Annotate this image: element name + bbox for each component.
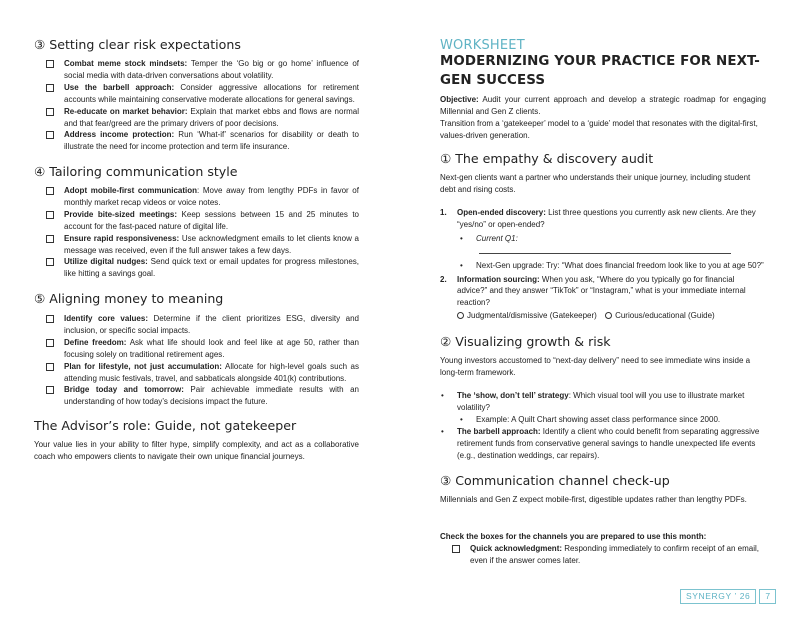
section-number: ⑤ xyxy=(34,291,46,306)
checkbox[interactable] xyxy=(46,84,54,92)
question-number: 2. xyxy=(440,274,447,284)
section-title: Visualizing growth & risk xyxy=(455,334,611,349)
bullet-text: Identify a client who could benefit from separating aggressive retirement funds from conservative general savings to handle unexpected life events (e.g., destination weddings, car repairs). xyxy=(457,426,760,460)
item-text: Responding immediately to confirm receipt of an email, even if the answer comes later. xyxy=(470,544,760,565)
meaning-checklist xyxy=(34,313,359,408)
item-text: Temper the ‘Go big or go home’ influence of social media with data-driven conversations about volatility. xyxy=(64,59,359,80)
checklist-item xyxy=(34,82,359,106)
checklist-item xyxy=(34,106,359,130)
empathy-intro: Next-gen clients want a partner who understands their unique journey, including student debt and rising costs. xyxy=(440,173,751,194)
footer-brand: SYNERGY ’ 26 xyxy=(680,589,756,604)
bullet-subitems xyxy=(457,414,766,426)
advisor-role-text: Your value lies in your ability to filter hype, simplify complexity, and act as a collaborative coach who empowers clients to navigate their own unique financial journeys. xyxy=(34,440,359,461)
question-text: When you ask, “Where do you typically go for financial advice?” and they answer “TikTok” or “Instagram,” what is your immediate internal reaction? xyxy=(457,274,746,308)
channel-check-label: Check the boxes for the channels you are prepared to use this month: xyxy=(440,532,707,541)
item-text: Run ‘What-if’ scenarios for disability or death to illustrate the need for income protection and term life insurance. xyxy=(64,130,359,152)
page-footer xyxy=(680,589,776,604)
checklist-item xyxy=(440,543,766,567)
item-text: Determine if the client prioritizes ESG, diversity and inclusion, or specific social impacts. xyxy=(64,314,359,335)
checklist-item xyxy=(34,361,359,385)
question-number: 1. xyxy=(440,208,447,217)
section-title: Tailoring communication style xyxy=(49,164,238,179)
radio-judgmental[interactable] xyxy=(457,312,464,319)
section-heading-visualizing xyxy=(440,334,611,349)
checkbox[interactable] xyxy=(46,339,54,347)
checklist-item xyxy=(34,129,359,153)
checklist-item xyxy=(34,233,359,257)
checkbox[interactable] xyxy=(46,131,54,139)
item-text: Keep sessions between 15 and 25 minutes to account for the fast-paced nature of digital life. xyxy=(64,209,359,231)
checklist-item xyxy=(34,256,359,280)
next-gen-upgrade: • Next-Gen upgrade: Try: “What does financial freedom look like to you at age 50?” xyxy=(457,260,766,272)
item-bold: Combat meme stock mindsets: xyxy=(64,59,188,68)
checkbox[interactable] xyxy=(452,545,460,553)
bullet-bold: The ‘show, don’t tell’ strategy xyxy=(457,391,569,400)
section-title: Setting clear risk expectations xyxy=(49,37,241,52)
checkbox[interactable] xyxy=(46,211,54,219)
item-text: Ask what life should look and feel like at age 50, rather than focusing solely on traditional retirement ages. xyxy=(64,337,359,359)
channel-intro: Millennials and Gen Z expect mobile-first, digestible updates rather than lengthy PDFs. xyxy=(440,495,747,504)
checkbox[interactable] xyxy=(46,258,54,266)
question-text: List three questions you currently ask new clients. Are they “yes/no” or open-ended? xyxy=(457,208,756,229)
section-number: ④ xyxy=(34,164,46,179)
transition-text: Transition from a ‘gatekeeper’ model to a ‘guide’ model that resonates with the digital-first, values-driven generation. xyxy=(440,119,758,140)
bullet-barbell xyxy=(440,426,766,462)
page-title: MODERNIZING YOUR PRACTICE FOR NEXT-GEN SUCCESS xyxy=(440,54,760,88)
question-1 xyxy=(440,207,766,272)
item-text: Use acknowledgment emails to let clients know a message was received, even if the full answer takes a few days. xyxy=(64,233,359,255)
item-bold: Bridge today and tomorrow: xyxy=(64,385,184,395)
checkbox[interactable] xyxy=(46,386,54,394)
section-heading-meaning xyxy=(34,291,223,306)
section-number: ③ xyxy=(440,473,452,488)
item-bold: Quick acknowledgment: xyxy=(470,544,563,553)
channel-checklist xyxy=(440,543,766,567)
quilt-chart-example: • Example: A Quilt Chart showing asset class performance since 2000. xyxy=(457,414,766,426)
objective-label: Objective: xyxy=(440,95,479,104)
bullet-bold: The barbell approach: xyxy=(457,426,541,436)
section-heading-empathy xyxy=(440,151,653,166)
question-bold: Information sourcing: xyxy=(457,274,540,284)
section-title: The empathy & discovery audit xyxy=(455,151,654,166)
worksheet-kicker: WORKSHEET xyxy=(440,38,525,53)
section-heading-channel xyxy=(440,473,670,488)
section-heading-communication xyxy=(34,164,238,179)
option-curious: Curious/educational (Guide) xyxy=(615,311,715,321)
item-bold: Define freedom: xyxy=(64,337,127,347)
bullet-text: : Which visual tool will you use to illustrate market volatility? xyxy=(457,391,745,412)
visualizing-bullets xyxy=(440,390,766,461)
risk-checklist xyxy=(34,58,359,153)
discovery-questions xyxy=(440,207,766,322)
right-page xyxy=(440,0,766,618)
current-q1-line xyxy=(457,233,766,258)
checklist-item xyxy=(34,209,359,233)
section-title: Aligning money to meaning xyxy=(49,291,224,306)
question-bold: Open-ended discovery: xyxy=(457,208,546,217)
item-text: Explain that market ebbs and flows are normal and that fear/greed are the primary drivers of poor decisions. xyxy=(64,106,360,128)
communication-checklist xyxy=(34,185,359,280)
page-number: 7 xyxy=(759,589,776,604)
item-text: Pair achievable immediate results with an understanding of how today’s decisions impact the future. xyxy=(64,385,359,407)
item-bold: Use the barbell approach: xyxy=(64,82,175,92)
item-text: Send quick text or email updates for progress milestones, like hitting a savings goal. xyxy=(64,257,359,279)
section-number: ② xyxy=(440,334,452,349)
item-bold: Address income protection: xyxy=(64,130,175,140)
item-bold: Adopt mobile-first communication xyxy=(64,186,198,195)
answer-line[interactable] xyxy=(479,245,731,254)
item-bold: Provide bite-sized meetings: xyxy=(64,209,178,219)
section-heading-risk xyxy=(34,37,241,52)
checkbox[interactable] xyxy=(46,108,54,116)
objective xyxy=(440,94,766,118)
left-page xyxy=(34,0,359,618)
checkbox[interactable] xyxy=(46,187,54,195)
item-bold: Ensure rapid responsiveness: xyxy=(64,233,180,243)
section-number: ① xyxy=(440,151,452,166)
checkbox[interactable] xyxy=(46,363,54,371)
bullet-show-dont-tell xyxy=(440,390,766,426)
option-judgmental: Judgmental/dismissive (Gatekeeper) xyxy=(467,311,597,321)
item-text: Consider aggressive allocations for retirement accounts while maintaining conservative moderate allocations for general savings. xyxy=(64,82,359,104)
reaction-options xyxy=(457,310,766,322)
checklist-item xyxy=(34,313,359,337)
question-1-subitems xyxy=(457,233,766,272)
item-bold: Plan for lifestyle, not just accumulation: xyxy=(64,361,222,371)
checklist-item xyxy=(34,58,359,82)
objective-text: Audit your current approach and develop a strategic roadmap for engaging Millennial and Gen Z clients. xyxy=(440,95,766,116)
checkbox[interactable] xyxy=(46,60,54,68)
item-bold: Re-educate on market behavior: xyxy=(64,106,188,116)
checkbox[interactable] xyxy=(46,315,54,323)
item-bold: Identify core values: xyxy=(64,314,148,323)
radio-curious[interactable] xyxy=(605,312,612,319)
section-title: Communication channel check-up xyxy=(455,473,670,488)
checklist-item xyxy=(34,337,359,361)
checkbox[interactable] xyxy=(46,235,54,243)
advisor-role-heading: The Advisor’s role: Guide, not gatekeeper xyxy=(34,418,297,433)
section-number: ③ xyxy=(34,37,46,52)
item-bold: Utilize digital nudges: xyxy=(64,257,148,267)
visualizing-intro: Young investors accustomed to “next-day delivery” need to see immediate wins inside a long-term framework. xyxy=(440,356,751,377)
item-text: : Move away from lengthy PDFs in favor of monthly market recap videos or voice notes. xyxy=(64,186,359,207)
checklist-item xyxy=(34,185,359,209)
current-q1-label: Current Q1: xyxy=(476,233,518,243)
question-2 xyxy=(440,274,766,323)
checklist-item xyxy=(34,384,359,408)
item-text: Allocate for high-level goals such as attending music festivals, travel, and sabbaticals alongside 401(k) contributions. xyxy=(64,361,360,383)
